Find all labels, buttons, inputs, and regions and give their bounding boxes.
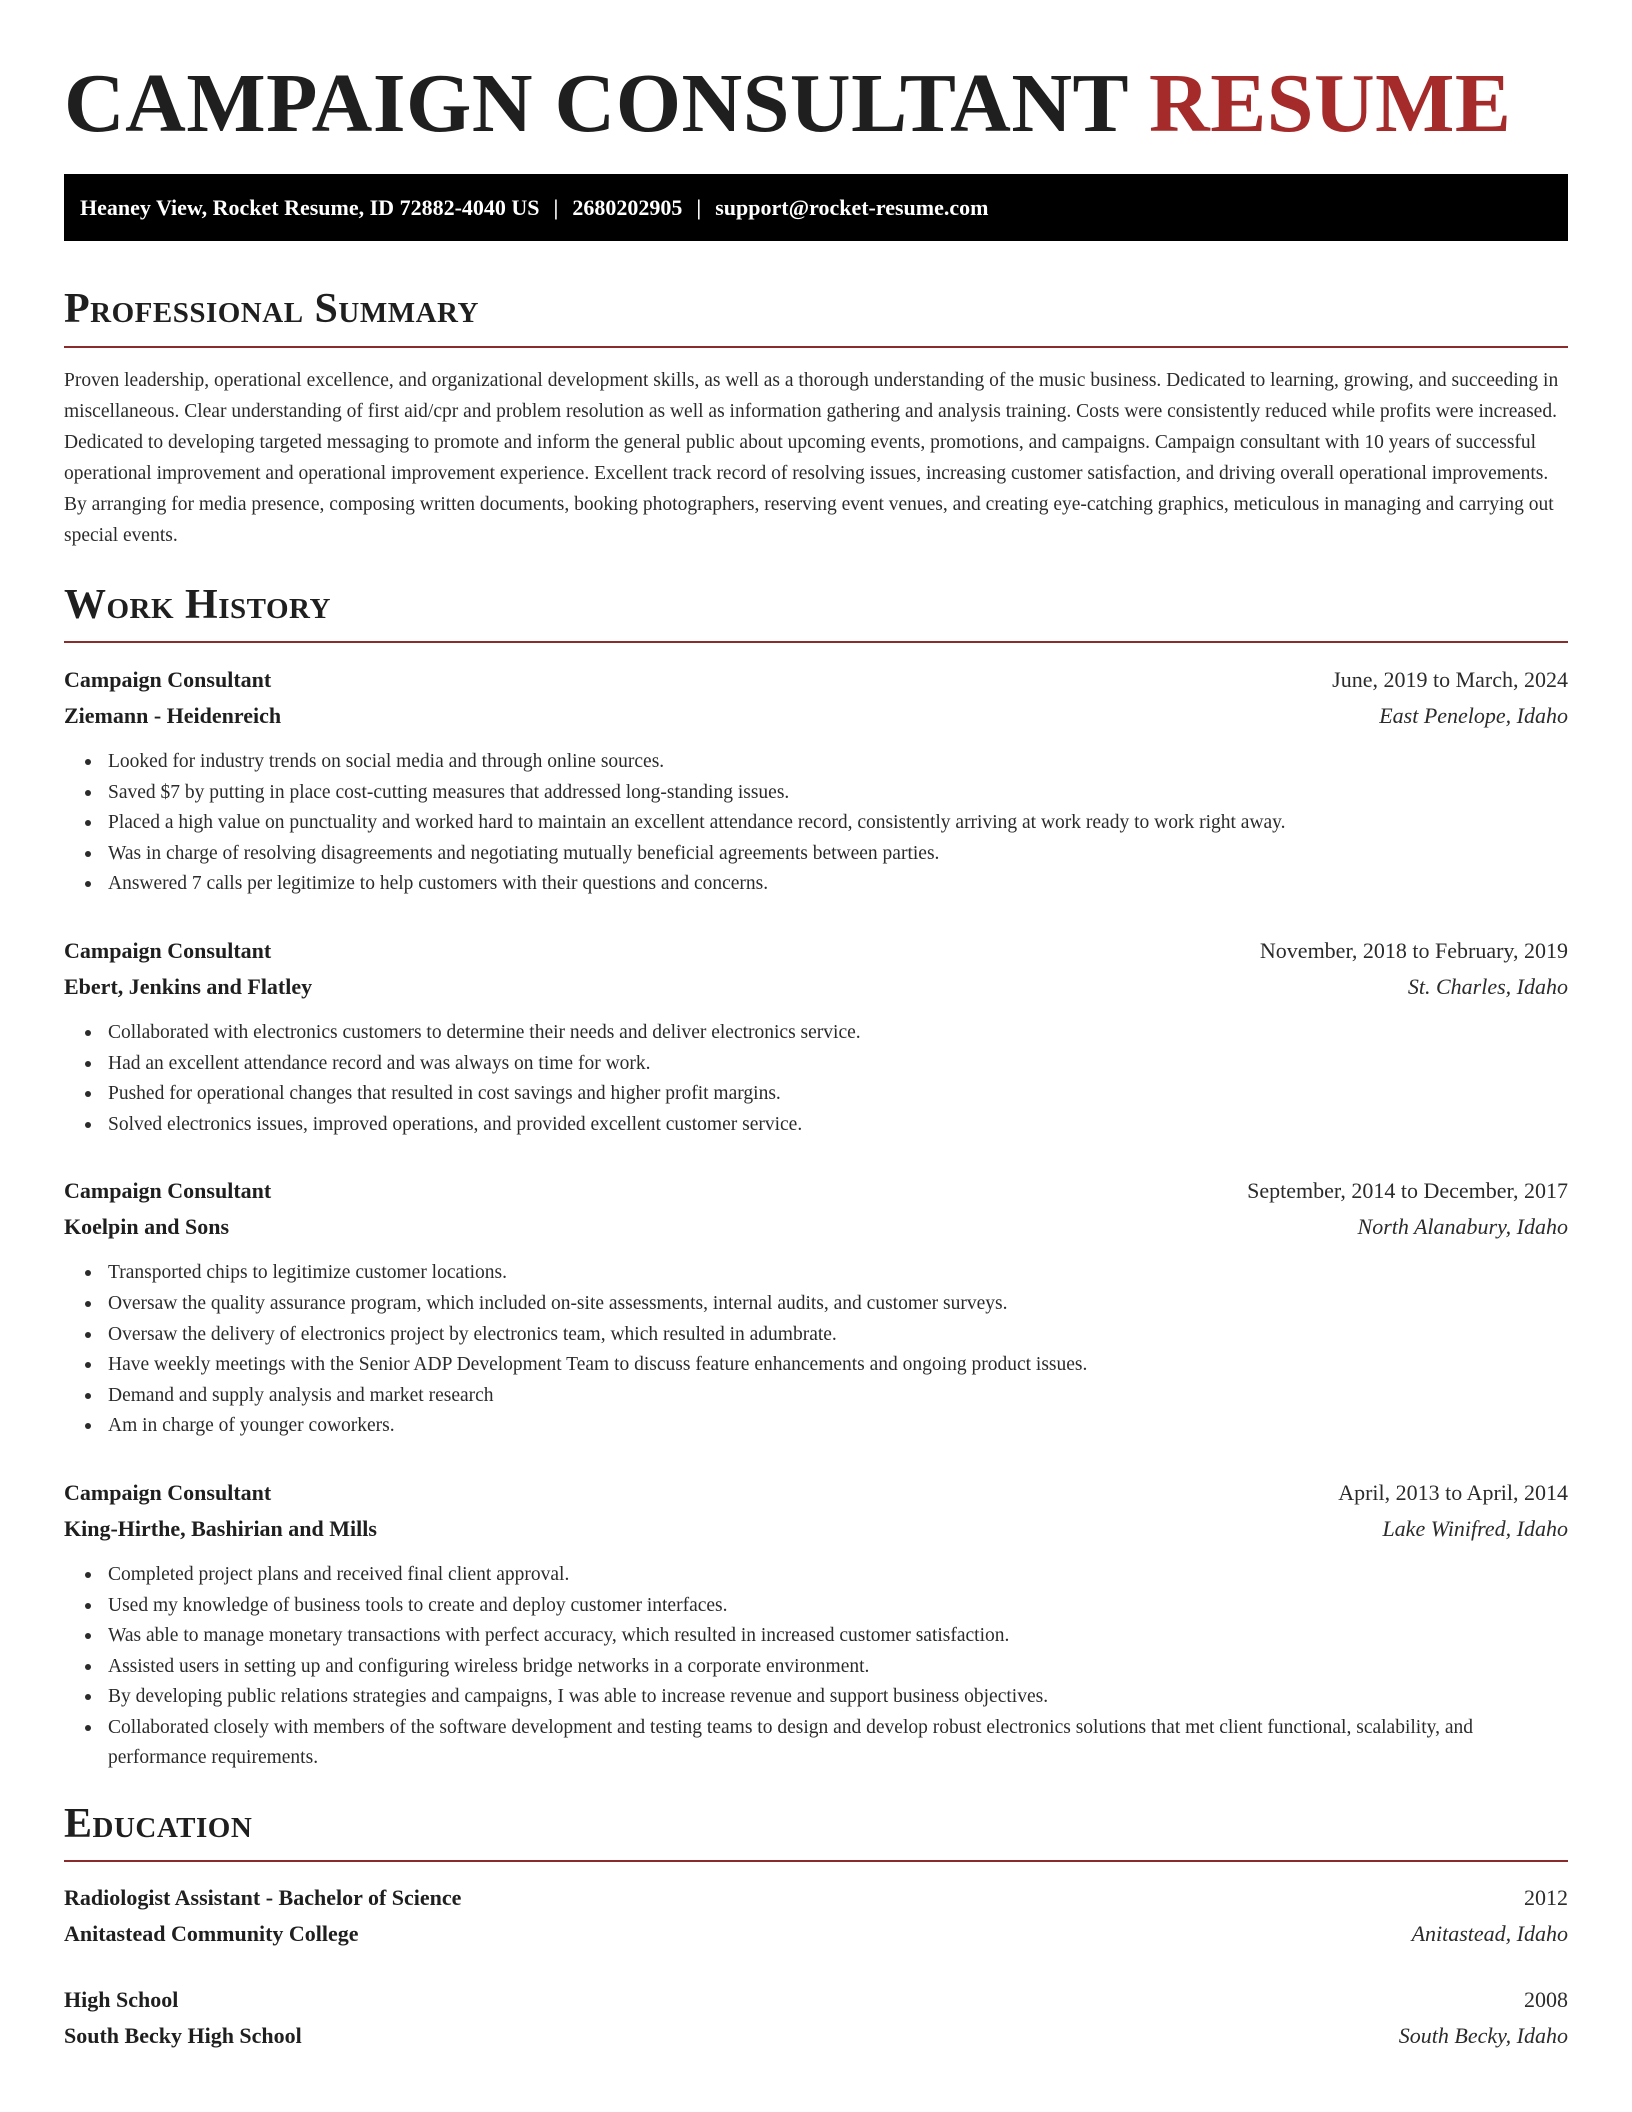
work-history-list [64,662,1568,1774]
job-bullet-item: Collaborated with electronics customers to determine their needs and deliver electronics service. [108,1018,1568,1049]
job-bullet-item: Demand and supply analysis and market research [108,1381,1568,1412]
job-bullet-item: Was able to manage monetary transactions with perfect accuracy, which resulted in increased customer satisfaction. [108,1621,1568,1652]
education-location: South Becky, Idaho [1398,2023,1568,2049]
job-dates: June, 2019 to March, 2024 [1332,667,1568,692]
education-school-row [64,2018,1568,2054]
contact-email[interactable]: support@rocket-resume.com [715,194,989,220]
job-bullet-item: By developing public relations strategies and campaigns, I was able to increase revenue and support business objectives. [108,1682,1568,1713]
job-bullets [64,1560,1568,1774]
title-main: CAMPAIGN CONSULTANT [64,57,1150,150]
summary-text: Proven leadership, operational excellence, and organizational development skills, as well as a thorough understanding of the music business. Dedicated to learning, growing, and succeeding in miscellaneous. Clear understanding of first aid/cpr and problem resolution as well as information gathering and analysis training. Costs were consistently reduced while profits were increased. Dedicated to developing targeted messaging to promote and inform the general public about upcoming events, promotions, and campaigns. Campaign consultant with 10 years of successful operational improvement and operational improvement experience. Excellent track record of resolving issues, increasing customer satisfaction, and driving overall operational improvements. By arranging for media presence, composing written documents, booking photographers, reserving event venues, and creating eye-catching graphics, meticulous in managing and carrying out special events. [64,370,1559,546]
job-entry [64,1475,1568,1774]
contact-phone: 2680202905 [572,194,683,220]
job-bullet-item: Was in charge of resolving disagreements and negotiating mutually beneficial agreements between parties. [108,839,1568,870]
job-bullet-item: Oversaw the delivery of electronics project by electronics team, which resulted in adumbrate. [108,1320,1568,1351]
education-location: Anitastead, Idaho [1411,1921,1568,1947]
education-year: 2008 [1524,1987,1568,2013]
job-entry [64,662,1568,900]
job-company-row [64,1209,1568,1245]
contact-bar [64,174,1568,241]
education-entry [64,1982,1568,2054]
job-header-row [64,1475,1568,1511]
summary-heading: Professional Summary [64,286,479,332]
education-header-row [64,1880,1568,1916]
job-header-row [64,1173,1568,1209]
job-bullet-item: Have weekly meetings with the Senior ADP Development Team to discuss feature enhancements and ongoing product issues. [108,1350,1568,1381]
job-dates: April, 2013 to April, 2014 [1338,1479,1568,1505]
section-divider [64,641,1568,643]
job-dates: September, 2014 to December, 2017 [1247,1178,1568,1204]
job-company: King-Hirthe, Bashirian and Mills [64,1515,377,1541]
job-location: St. Charles, Idaho [1407,973,1568,999]
job-bullets [64,1258,1568,1442]
job-bullet-item: Placed a high value on punctuality and worked hard to maintain an excellent attendance record, consistently arriving at work ready to work right away. [108,808,1568,839]
education-school-row [64,1916,1568,1952]
job-company-row [64,698,1568,734]
job-entry [64,933,1568,1140]
job-title: Campaign Consultant [64,1479,272,1505]
job-dates: November, 2018 to February, 2019 [1259,937,1568,963]
job-bullet-item: Pushed for operational changes that resulted in cost savings and higher profit margins. [108,1079,1568,1110]
education-list [64,1880,1568,2054]
education-year: 2012 [1524,1885,1568,1911]
job-bullet-item: Looked for industry trends on social media and through online sources. [108,747,1568,778]
job-company-row [64,1511,1568,1547]
job-company: Ziemann - Heidenreich [64,703,282,728]
contact-separator: | [553,194,559,220]
education-degree: High School [64,1987,179,2013]
job-bullet-item: Completed project plans and received final client approval. [108,1560,1568,1591]
job-bullet-item: Answered 7 calls per legitimize to help customers with their questions and concerns. [108,869,1568,900]
job-location: East Penelope, Idaho [1379,703,1568,728]
education-heading: Education [64,1801,253,1848]
job-bullet-item: Collaborated closely with members of the software development and testing teams to design and develop robust electronics solutions that met client functional, scalability, and performance requirements. [108,1713,1568,1774]
job-location: North Alanabury, Idaho [1357,1214,1568,1240]
job-bullet-item: Used my knowledge of business tools to create and deploy customer interfaces. [108,1591,1568,1622]
job-bullet-item: Oversaw the quality assurance program, which included on-site assessments, internal audits, and customer surveys. [108,1289,1568,1320]
job-company: Koelpin and Sons [64,1214,230,1240]
job-bullets [64,747,1568,900]
contact-address: Heaney View, Rocket Resume, ID 72882-4040 US [80,194,540,220]
job-title: Campaign Consultant [64,937,272,963]
work-history-heading: Work History [64,582,331,628]
section-divider [64,1860,1568,1862]
job-header-row [64,933,1568,969]
education-degree: Radiologist Assistant - Bachelor of Science [64,1885,462,1911]
job-header-row [64,662,1568,698]
education-school: Anitastead Community College [64,1921,359,1947]
title-accent: RESUME [1149,57,1512,150]
job-bullet-item: Transported chips to legitimize customer locations. [108,1258,1568,1289]
job-bullet-item: Saved $7 by putting in place cost-cutting measures that addressed long-standing issues. [108,778,1568,809]
job-bullet-item: Had an excellent attendance record and was always on time for work. [108,1049,1568,1080]
education-entry [64,1880,1568,1952]
section-divider [64,346,1568,348]
job-company: Ebert, Jenkins and Flatley [64,973,313,999]
job-bullet-item: Assisted users in setting up and configuring wireless bridge networks in a corporate environment. [108,1652,1568,1683]
job-company-row [64,969,1568,1005]
job-bullet-item: Solved electronics issues, improved operations, and provided excellent customer service. [108,1110,1568,1141]
job-title: Campaign Consultant [64,667,272,692]
education-header-row [64,1982,1568,2018]
resume-title [64,0,1568,152]
contact-separator: | [696,194,702,220]
education-school: South Becky High School [64,2023,302,2049]
job-title: Campaign Consultant [64,1178,272,1204]
job-bullet-item: Am in charge of younger coworkers. [108,1411,1568,1442]
job-bullets [64,1018,1568,1140]
job-location: Lake Winifred, Idaho [1382,1515,1568,1541]
job-entry [64,1173,1568,1442]
